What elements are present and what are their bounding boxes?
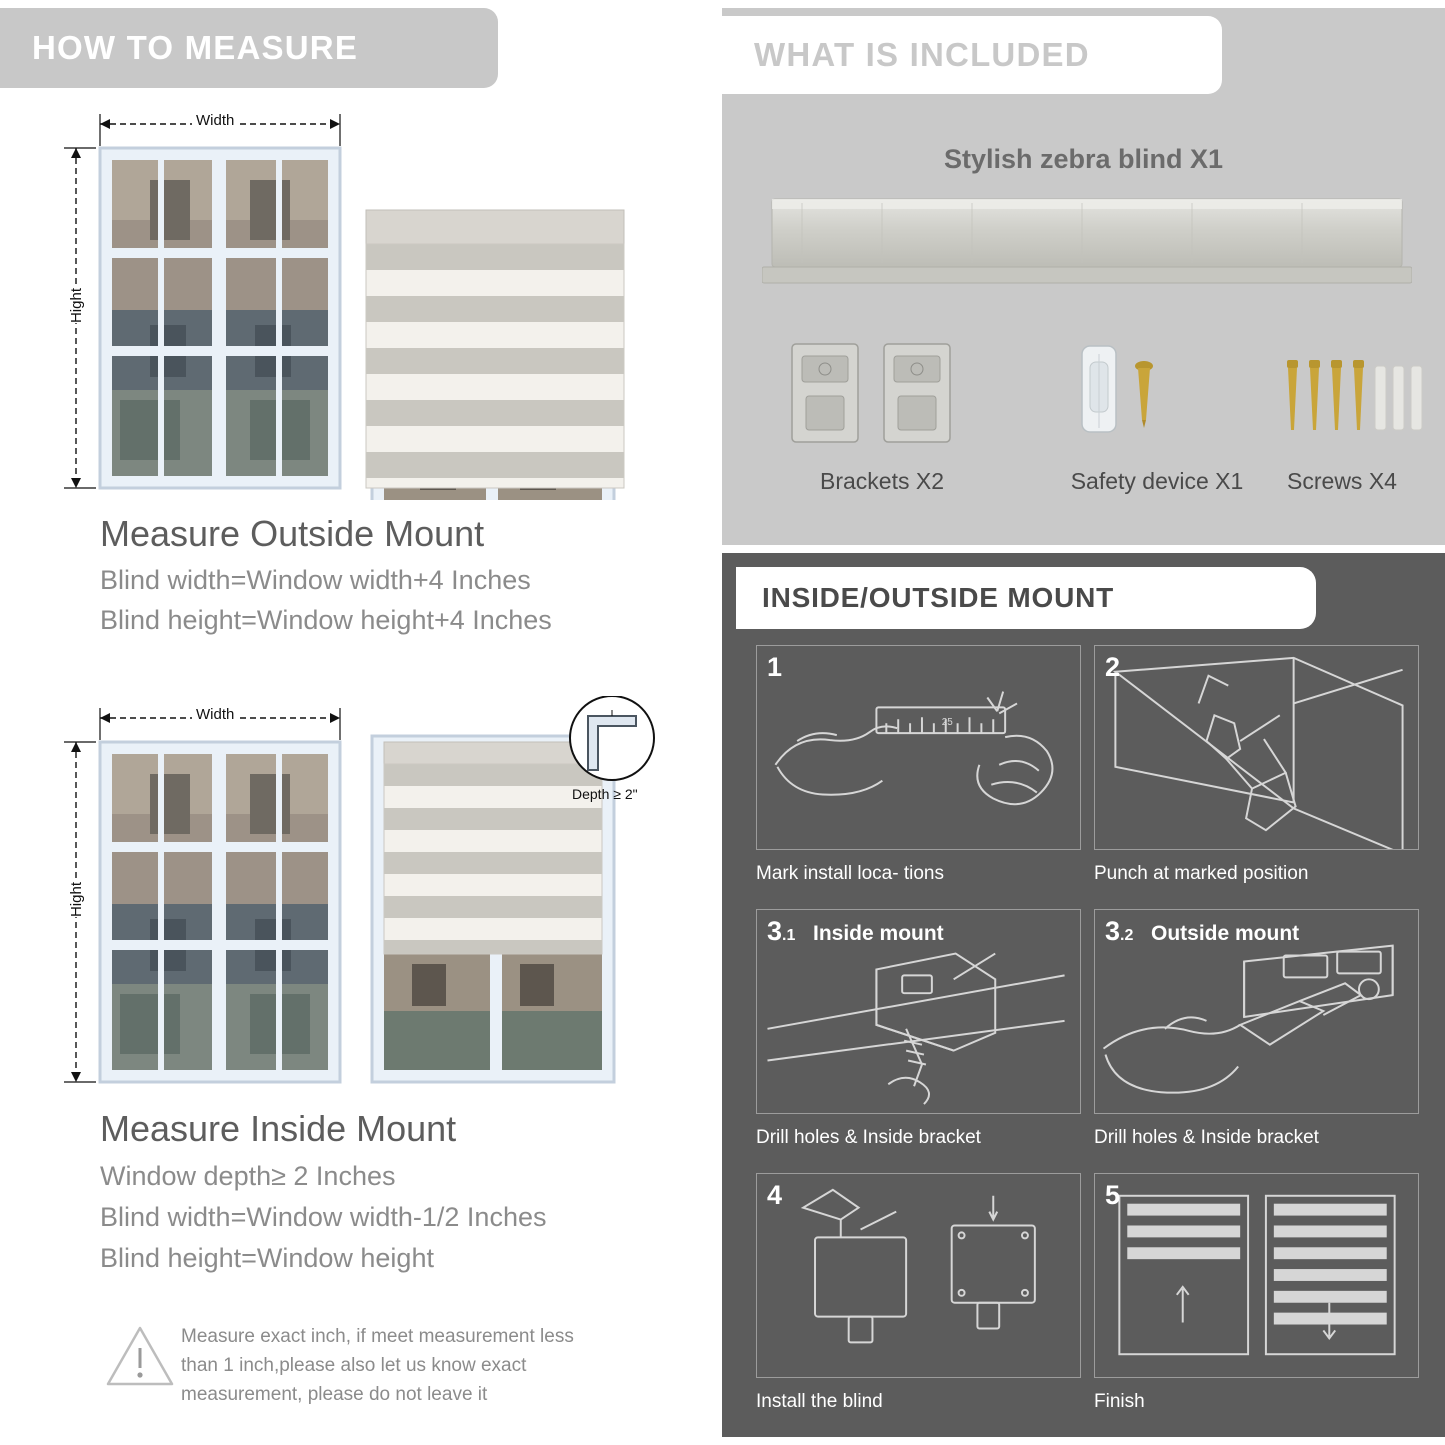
zebra-blind-headrail-image [762, 193, 1412, 303]
outside-width-label: Width [192, 112, 238, 129]
inside-mount-title: Measure Inside Mount [100, 1108, 457, 1149]
install-step-4 [756, 1173, 1081, 1423]
inside-mount-line3: Blind height=Window height [100, 1243, 434, 1273]
how-to-measure-title: HOW TO MEASURE [32, 29, 359, 66]
measure-note [181, 1322, 651, 1409]
install-step-1 [756, 645, 1081, 895]
safety-device-image [1052, 338, 1202, 448]
inside-outside-mount-header [736, 567, 1316, 629]
step-1-caption: Mark install loca- tions [756, 863, 944, 884]
inside-height-label: Hight [64, 882, 89, 917]
step-1-image [756, 645, 1081, 850]
inside-mount-line1: Window depth≥ 2 Inches [100, 1161, 396, 1191]
inside-width-label: Width [192, 706, 238, 723]
measure-note-line1: Measure exact inch, if meet measurement less [181, 1326, 574, 1347]
install-step-3-2 [1094, 909, 1419, 1159]
how-to-measure-section [0, 0, 711, 1445]
depth-label: Depth ≥ 2" [572, 786, 638, 802]
step-3-1-number: 3.1 [767, 916, 796, 946]
screws-image [1277, 338, 1437, 448]
what-is-included-title: WHAT IS INCLUDED [754, 36, 1090, 73]
inside-mount-line2: Blind width=Window width-1/2 Inches [100, 1202, 547, 1232]
warning-triangle-icon [104, 1320, 176, 1392]
parts-label-screws: Screws X4 [1287, 468, 1397, 494]
measure-note-line3: measurement, please do not leave it [181, 1384, 488, 1405]
inside-mount-illustration [0, 696, 711, 1096]
step-3-2-inline-label: Outside mount [1151, 922, 1300, 945]
step-4-caption: Install the blind [756, 1391, 883, 1412]
step-3-1-image [756, 909, 1081, 1114]
main-item-label: Stylish zebra blind X1 [943, 144, 1224, 174]
step-3-2-caption: Drill holes & Inside bracket [1094, 1127, 1319, 1148]
parts-label-safety-device: Safety device X1 [1070, 468, 1244, 494]
outside-mount-line2: Blind height=Window height+4 Inches [100, 605, 552, 635]
measure-note-line2: than 1 inch,please also let us know exact [181, 1355, 527, 1376]
install-step-3-1 [756, 909, 1081, 1159]
step-4-number: 4 [767, 1180, 783, 1210]
what-is-included-section [722, 8, 1445, 545]
step-1-number: 1 [767, 652, 783, 682]
outside-mount-illustration [0, 100, 711, 500]
install-step-5 [1094, 1173, 1419, 1423]
inside-mount-graphic [0, 696, 711, 1096]
step-3-1-caption: Drill holes & Inside bracket [756, 1127, 981, 1148]
svg-text:25: 25 [941, 717, 953, 729]
install-step-2 [1094, 645, 1419, 895]
how-to-measure-header [0, 8, 498, 88]
outside-height-label: Hight [64, 288, 89, 323]
outside-mount-line1: Blind width=Window width+4 Inches [100, 565, 531, 595]
parts-label-brackets: Brackets X2 [820, 468, 944, 494]
step-3-2-number: 3.2 [1105, 916, 1134, 946]
step-2-number: 2 [1105, 652, 1121, 682]
step-4-image [756, 1173, 1081, 1378]
what-is-included-header [722, 16, 1222, 94]
step-2-caption: Punch at marked position [1094, 863, 1309, 884]
step-5-caption: Finish [1094, 1391, 1145, 1412]
brackets-image [780, 338, 970, 448]
step-3-2-image [1094, 909, 1419, 1114]
outside-mount-graphic [0, 100, 711, 500]
step-5-image [1094, 1173, 1419, 1378]
install-steps-section [722, 553, 1445, 1437]
inside-outside-mount-title: INSIDE/OUTSIDE MOUNT [762, 582, 1115, 613]
step-5-number: 5 [1105, 1180, 1121, 1210]
step-2-image [1094, 645, 1419, 850]
outside-mount-title: Measure Outside Mount [100, 513, 485, 554]
step-3-1-inline-label: Inside mount [813, 922, 944, 945]
